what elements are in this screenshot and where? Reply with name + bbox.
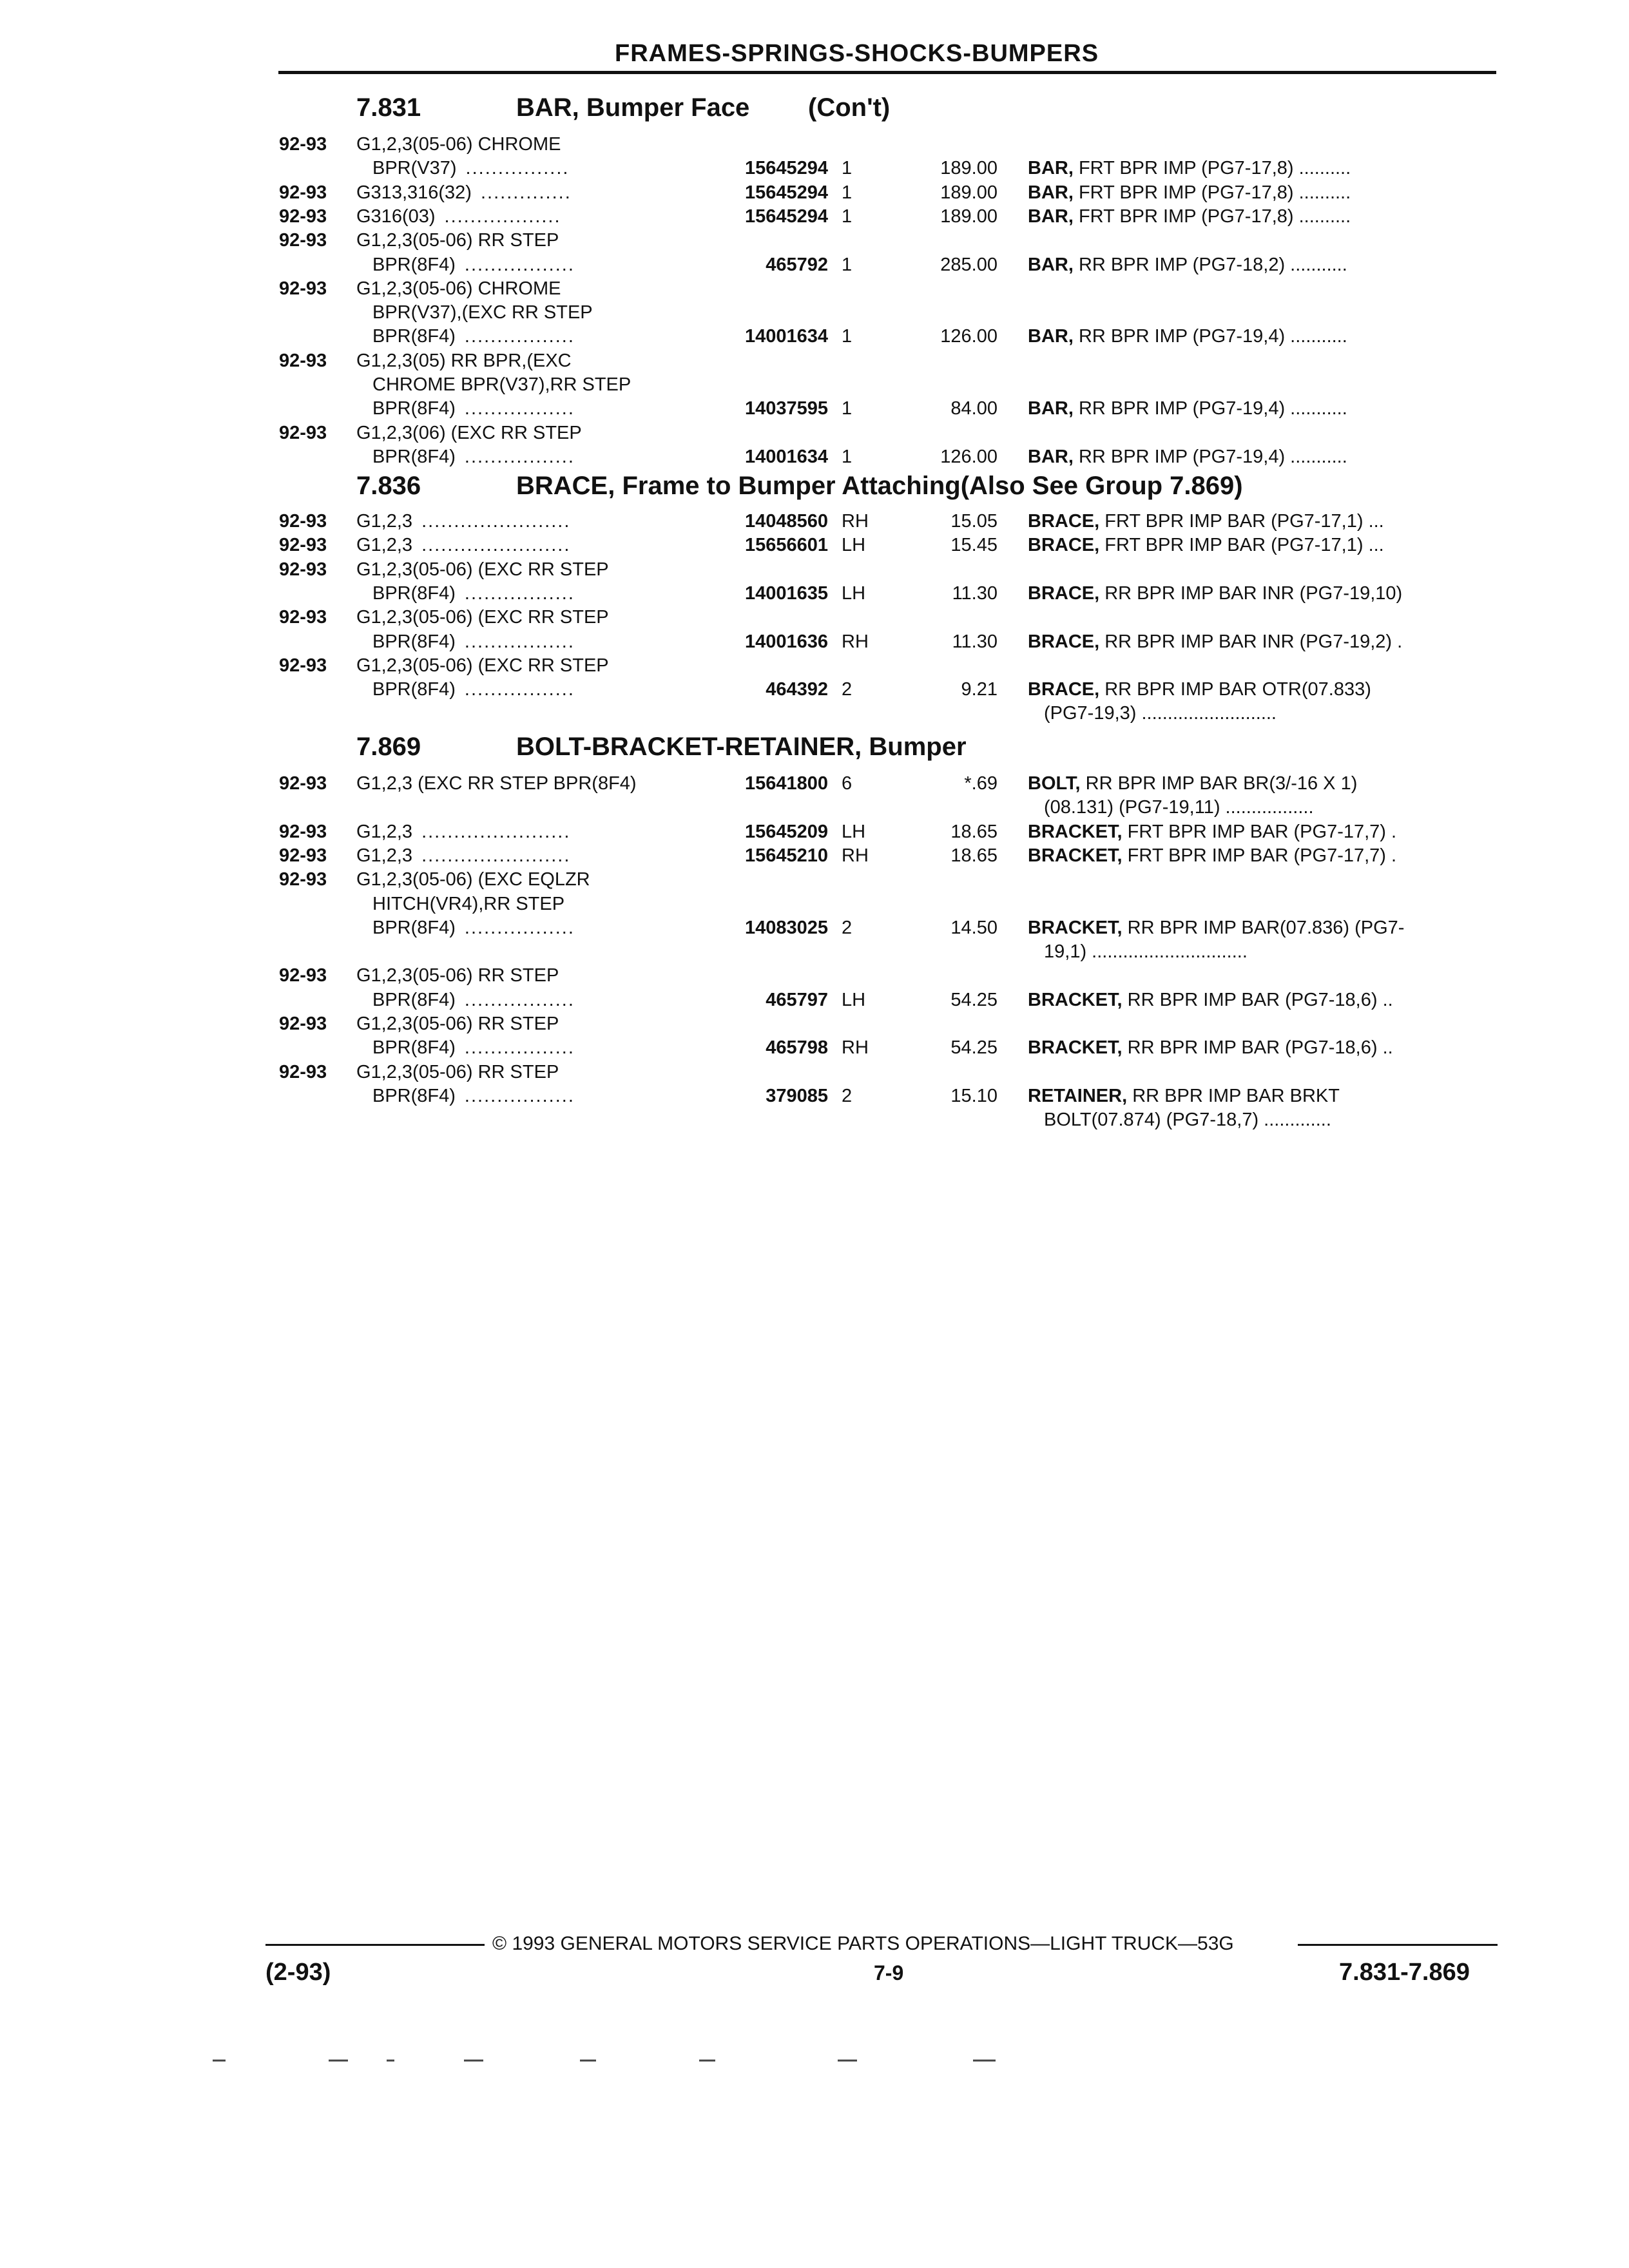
- part-name-detail: FRT BPR IMP BAR (PG7-17,1) ...: [1099, 535, 1384, 555]
- part-name-detail: (PG7-19,3) ..........................: [1044, 703, 1277, 724]
- part-name-keyword: BAR,: [1028, 255, 1074, 275]
- part-number: 465798: [766, 1037, 828, 1058]
- model-year: 92-93: [279, 134, 327, 155]
- leader-dots: .................: [464, 326, 575, 347]
- part-name: [1028, 988, 1393, 1012]
- leader-dots: .......................: [421, 535, 571, 555]
- application-text: G1,2,3: [356, 511, 413, 532]
- part-number: 14001634: [744, 326, 828, 347]
- price: 189.00: [940, 182, 998, 203]
- quantity: 1: [842, 255, 853, 275]
- leader-dots: .................: [464, 990, 575, 1010]
- application-text: G1,2,3(06) (EXC RR STEP: [356, 423, 582, 443]
- application-desc: [356, 421, 582, 445]
- application-text: G1,2,3(05-06) RR STEP: [356, 1062, 559, 1082]
- parts-row: [0, 205, 1629, 228]
- part-name: [1028, 678, 1371, 701]
- parts-row: [0, 181, 1629, 204]
- application-desc: [356, 1061, 559, 1084]
- application-text: BPR(V37),(EXC RR STEP: [372, 302, 593, 323]
- section-number: 7.836: [356, 472, 421, 500]
- application-desc: [372, 892, 564, 916]
- application-text: G1,2,3(05-06) RR STEP: [356, 965, 559, 986]
- part-name-detail: RR BPR IMP (PG7-18,2) ...........: [1073, 255, 1347, 275]
- part-name: [1044, 1108, 1331, 1131]
- application-text: G1,2,3(05-06) CHROME: [356, 278, 561, 299]
- price: 14.50: [950, 918, 998, 938]
- application-text: CHROME BPR(V37),RR STEP: [372, 374, 631, 395]
- model-year: 92-93: [279, 1062, 327, 1082]
- footer-group-range: 7.831-7.869: [1339, 1959, 1470, 1986]
- part-name-keyword: BRACKET,: [1028, 990, 1123, 1010]
- price: 189.00: [940, 206, 998, 227]
- parts-row: [0, 796, 1629, 819]
- part-number: 15641800: [744, 773, 828, 794]
- model-year: 92-93: [279, 1014, 327, 1034]
- quantity: LH: [842, 535, 866, 555]
- part-name: [1028, 820, 1396, 843]
- application-text: G1,2,3: [356, 535, 413, 555]
- application-text: G1,2,3(05) RR BPR,(EXC: [356, 351, 572, 371]
- part-number: 14001636: [744, 631, 828, 652]
- parts-row: [0, 702, 1629, 725]
- application-text: G1,2,3(05-06) CHROME: [356, 134, 561, 155]
- part-name: [1028, 157, 1351, 180]
- quantity: 1: [842, 182, 853, 203]
- part-number: 14037595: [744, 398, 828, 419]
- parts-row: [0, 277, 1629, 300]
- parts-row: [0, 988, 1629, 1012]
- quantity: 6: [842, 773, 853, 794]
- part-name-keyword: BRACKET,: [1028, 845, 1123, 866]
- model-year: 92-93: [279, 351, 327, 371]
- price: 84.00: [950, 398, 998, 419]
- part-number: 379085: [766, 1086, 828, 1106]
- quantity: 2: [842, 918, 853, 938]
- parts-row: [0, 421, 1629, 445]
- part-name: [1028, 916, 1404, 939]
- section-continued: (Con't): [808, 93, 891, 122]
- part-number: 15656601: [744, 535, 828, 555]
- part-name: [1028, 844, 1396, 867]
- price: 11.30: [952, 631, 998, 652]
- leader-dots: ................: [465, 158, 570, 178]
- parts-row: [0, 229, 1629, 252]
- part-name-detail: 19,1) ..............................: [1044, 941, 1248, 962]
- part-name-detail: RR BPR IMP BAR BRKT: [1127, 1086, 1340, 1106]
- model-year: 92-93: [279, 655, 327, 676]
- part-name-detail: FRT BPR IMP (PG7-17,8) ..........: [1073, 158, 1351, 178]
- footer-rule-left: [265, 1944, 485, 1946]
- price: 15.45: [950, 535, 998, 555]
- part-name-detail: RR BPR IMP BAR INR (PG7-19,10): [1099, 583, 1403, 604]
- part-number: 15645209: [744, 822, 828, 842]
- part-name-detail: RR BPR IMP BAR(07.836) (PG7-: [1122, 918, 1405, 938]
- part-name-detail: RR BPR IMP (PG7-19,4) ...........: [1073, 326, 1347, 347]
- application-desc: [372, 582, 575, 605]
- parts-row: [0, 445, 1629, 468]
- parts-row: [0, 772, 1629, 795]
- application-desc: [356, 964, 559, 987]
- parts-row: [0, 1084, 1629, 1108]
- application-desc: [372, 1084, 575, 1108]
- application-text: G1,2,3 (EXC RR STEP BPR(8F4): [356, 773, 637, 794]
- leader-dots: .................: [464, 398, 575, 419]
- parts-row: [0, 133, 1629, 156]
- quantity: 2: [842, 1086, 853, 1106]
- part-name: [1028, 397, 1347, 420]
- price: 285.00: [940, 255, 998, 275]
- parts-row: [0, 373, 1629, 396]
- part-name-keyword: BRACE,: [1028, 631, 1100, 652]
- parts-row: [0, 678, 1629, 701]
- application-desc: [372, 678, 575, 701]
- parts-row: [0, 510, 1629, 533]
- application-desc: [356, 844, 570, 867]
- model-year: 92-93: [279, 559, 327, 580]
- part-name-detail: FRT BPR IMP BAR (PG7-17,1) ...: [1099, 511, 1384, 532]
- model-year: 92-93: [279, 206, 327, 227]
- part-number: 15645294: [744, 158, 828, 178]
- parts-row: [0, 820, 1629, 843]
- application-text: BPR(8F4): [372, 398, 456, 419]
- application-desc: [372, 325, 575, 348]
- parts-row: [0, 1108, 1629, 1131]
- part-number: 15645294: [744, 182, 828, 203]
- price: 54.25: [950, 1037, 998, 1058]
- part-name: [1028, 445, 1347, 468]
- parts-row: [0, 558, 1629, 581]
- application-text: G1,2,3(05-06) (EXC RR STEP: [356, 607, 609, 628]
- part-name: [1028, 533, 1384, 557]
- part-name-keyword: BRACKET,: [1028, 822, 1123, 842]
- model-year: 92-93: [279, 845, 327, 866]
- leader-dots: .................: [464, 631, 575, 652]
- application-desc: [356, 277, 561, 300]
- leader-dots: .................: [464, 447, 575, 467]
- model-year: 92-93: [279, 230, 327, 251]
- quantity: LH: [842, 990, 866, 1010]
- application-text: BPR(8F4): [372, 990, 456, 1010]
- application-desc: [356, 1012, 559, 1035]
- part-number: 14048560: [744, 511, 828, 532]
- part-name: [1028, 510, 1384, 533]
- parts-row: [0, 1012, 1629, 1035]
- model-year: 92-93: [279, 511, 327, 532]
- application-desc: [372, 157, 569, 180]
- part-number: 15645210: [744, 845, 828, 866]
- application-desc: [356, 133, 561, 156]
- application-desc: [356, 820, 570, 843]
- part-number: 465792: [766, 255, 828, 275]
- model-year: 92-93: [279, 869, 327, 890]
- application-desc: [356, 229, 559, 252]
- application-text: BPR(8F4): [372, 1037, 456, 1058]
- page-header: FRAMES-SPRINGS-SHOCKS-BUMPERS: [615, 40, 1099, 67]
- application-text: BPR(8F4): [372, 255, 456, 275]
- application-text: G1,2,3(05-06) (EXC RR STEP: [356, 559, 609, 580]
- application-text: BPR(8F4): [372, 1086, 456, 1106]
- application-desc: [356, 772, 637, 795]
- application-desc: [372, 916, 575, 939]
- parts-row: [0, 325, 1629, 348]
- price: 15.05: [950, 511, 998, 532]
- application-text: BPR(8F4): [372, 326, 456, 347]
- part-name-keyword: BAR,: [1028, 398, 1074, 419]
- model-year: 92-93: [279, 965, 327, 986]
- price: 189.00: [940, 158, 998, 178]
- part-number: 465797: [766, 990, 828, 1010]
- application-desc: [356, 349, 572, 372]
- part-name: [1028, 325, 1347, 348]
- application-desc: [356, 558, 609, 581]
- part-name-detail: RR BPR IMP BAR BR(3/-16 X 1): [1080, 773, 1358, 794]
- quantity: 2: [842, 679, 853, 700]
- model-year: 92-93: [279, 278, 327, 299]
- parts-row: [0, 397, 1629, 420]
- section-name: BAR, Bumper Face: [516, 93, 750, 122]
- parts-row: [0, 654, 1629, 677]
- application-text: BPR(8F4): [372, 447, 456, 467]
- section-name: BRACE, Frame to Bumper Attaching(Also See Group 7.869): [516, 472, 1243, 500]
- part-name-detail: RR BPR IMP BAR OTR(07.833): [1099, 679, 1371, 700]
- application-text: G1,2,3(05-06) RR STEP: [356, 230, 559, 251]
- model-year: 92-93: [279, 182, 327, 203]
- parts-row: [0, 964, 1629, 987]
- leader-dots: .................: [464, 679, 575, 700]
- price: *.69: [964, 773, 998, 794]
- quantity: RH: [842, 845, 869, 866]
- part-name-detail: (08.131) (PG7-19,11) .................: [1044, 797, 1314, 818]
- application-text: BPR(8F4): [372, 679, 456, 700]
- part-name: [1044, 796, 1314, 819]
- leader-dots: .................: [464, 583, 575, 604]
- application-text: BPR(8F4): [372, 583, 456, 604]
- part-name: [1028, 253, 1347, 276]
- application-text: BPR(8F4): [372, 631, 456, 652]
- application-desc: [356, 510, 570, 533]
- price: 126.00: [940, 326, 998, 347]
- application-desc: [356, 205, 561, 228]
- application-desc: [372, 630, 575, 653]
- price: 18.65: [950, 822, 998, 842]
- price: 54.25: [950, 990, 998, 1010]
- quantity: 1: [842, 326, 853, 347]
- application-desc: [356, 654, 609, 677]
- part-name-keyword: BRACE,: [1028, 583, 1100, 604]
- part-name-keyword: RETAINER,: [1028, 1086, 1128, 1106]
- leader-dots: .................: [464, 1037, 575, 1058]
- parts-row: [0, 253, 1629, 276]
- application-desc: [356, 606, 609, 629]
- application-text: BPR(8F4): [372, 918, 456, 938]
- section-number: 7.869: [356, 733, 421, 761]
- part-name-detail: RR BPR IMP (PG7-19,4) ...........: [1073, 447, 1347, 467]
- parts-row: [0, 1061, 1629, 1084]
- part-name-keyword: BAR,: [1028, 206, 1074, 227]
- parts-row: [0, 533, 1629, 557]
- parts-row: [0, 940, 1629, 963]
- part-name: [1044, 940, 1248, 963]
- part-name-detail: BOLT(07.874) (PG7-18,7) .............: [1044, 1110, 1331, 1130]
- model-year: 92-93: [279, 535, 327, 555]
- price: 15.10: [950, 1086, 998, 1106]
- part-name-keyword: BRACKET,: [1028, 918, 1123, 938]
- footer-rule-right: [1298, 1944, 1498, 1946]
- part-name: [1028, 1036, 1393, 1059]
- part-number: 14083025: [744, 918, 828, 938]
- part-name: [1028, 772, 1357, 795]
- leader-dots: .......................: [421, 822, 571, 842]
- footer-date: (2-93): [265, 1959, 331, 1986]
- application-desc: [372, 301, 593, 324]
- part-name-detail: FRT BPR IMP (PG7-17,8) ..........: [1073, 206, 1351, 227]
- part-name-keyword: BAR,: [1028, 182, 1074, 203]
- footer-copyright: © 1993 GENERAL MOTORS SERVICE PARTS OPERATIONS—LIGHT TRUCK—53G: [492, 1933, 1234, 1954]
- quantity: RH: [842, 631, 869, 652]
- model-year: 92-93: [279, 773, 327, 794]
- part-name-keyword: BAR,: [1028, 326, 1074, 347]
- application-text: G316(03): [356, 206, 436, 227]
- leader-dots: .................: [464, 1086, 575, 1106]
- part-name: [1028, 181, 1351, 204]
- parts-row: [0, 582, 1629, 605]
- part-name-keyword: BRACE,: [1028, 679, 1100, 700]
- footer-page-number: 7-9: [874, 1961, 904, 1984]
- application-text: G1,2,3(05-06) (EXC EQLZR: [356, 869, 590, 890]
- part-name-detail: FRT BPR IMP BAR (PG7-17,7) .: [1122, 845, 1397, 866]
- part-name: [1028, 630, 1402, 653]
- application-desc: [372, 397, 575, 420]
- part-number: 464392: [766, 679, 828, 700]
- application-desc: [356, 868, 590, 891]
- quantity: 1: [842, 158, 853, 178]
- leader-dots: .................: [464, 918, 575, 938]
- quantity: LH: [842, 583, 866, 604]
- part-number: 14001635: [744, 583, 828, 604]
- application-text: G1,2,3(05-06) (EXC RR STEP: [356, 655, 609, 676]
- part-number: 15645294: [744, 206, 828, 227]
- section-number: 7.831: [356, 93, 421, 122]
- part-number: 14001634: [744, 447, 828, 467]
- parts-row: [0, 844, 1629, 867]
- application-desc: [372, 373, 631, 396]
- part-name: [1028, 205, 1351, 228]
- part-name-detail: RR BPR IMP BAR (PG7-18,6) ..: [1122, 990, 1393, 1010]
- application-text: G1,2,3(05-06) RR STEP: [356, 1014, 559, 1034]
- model-year: 92-93: [279, 822, 327, 842]
- part-name-detail: FRT BPR IMP (PG7-17,8) ..........: [1073, 182, 1351, 203]
- price: 9.21: [961, 679, 998, 700]
- quantity: RH: [842, 1037, 869, 1058]
- price: 11.30: [952, 583, 998, 604]
- application-text: HITCH(VR4),RR STEP: [372, 894, 565, 914]
- part-name-detail: RR BPR IMP BAR (PG7-18,6) ..: [1122, 1037, 1393, 1058]
- model-year: 92-93: [279, 607, 327, 628]
- application-text: BPR(V37): [372, 158, 457, 178]
- leader-dots: .......................: [421, 845, 571, 866]
- application-desc: [372, 253, 575, 276]
- quantity: LH: [842, 822, 866, 842]
- quantity: 1: [842, 398, 853, 419]
- part-name-keyword: BRACKET,: [1028, 1037, 1123, 1058]
- part-name-keyword: BRACE,: [1028, 511, 1100, 532]
- application-desc: [372, 988, 575, 1012]
- part-name-keyword: BRACE,: [1028, 535, 1100, 555]
- application-desc: [372, 1036, 575, 1059]
- parts-row: [0, 349, 1629, 372]
- leader-dots: ..............: [480, 182, 572, 203]
- part-name: [1028, 582, 1402, 605]
- section-name: BOLT-BRACKET-RETAINER, Bumper: [516, 733, 967, 761]
- price: 18.65: [950, 845, 998, 866]
- parts-row: [0, 301, 1629, 324]
- parts-row: [0, 1036, 1629, 1059]
- leader-dots: .................: [464, 255, 575, 275]
- application-desc: [372, 445, 575, 468]
- part-name-detail: FRT BPR IMP BAR (PG7-17,7) .: [1122, 822, 1397, 842]
- price: 126.00: [940, 447, 998, 467]
- model-year: 92-93: [279, 423, 327, 443]
- leader-dots: .......................: [421, 511, 571, 532]
- part-name-keyword: BAR,: [1028, 447, 1074, 467]
- application-text: G1,2,3: [356, 822, 413, 842]
- part-name-keyword: BAR,: [1028, 158, 1074, 178]
- application-desc: [356, 533, 570, 557]
- parts-row: [0, 157, 1629, 180]
- parts-row: [0, 606, 1629, 629]
- part-name-keyword: BOLT,: [1028, 773, 1081, 794]
- parts-row: [0, 892, 1629, 916]
- application-text: G1,2,3: [356, 845, 413, 866]
- header-rule: [278, 71, 1496, 74]
- part-name-detail: RR BPR IMP BAR INR (PG7-19,2) .: [1099, 631, 1403, 652]
- quantity: 1: [842, 447, 853, 467]
- application-desc: [356, 181, 572, 204]
- part-name-detail: RR BPR IMP (PG7-19,4) ...........: [1073, 398, 1347, 419]
- parts-row: [0, 868, 1629, 891]
- parts-row: [0, 630, 1629, 653]
- application-text: G313,316(32): [356, 182, 472, 203]
- parts-row: [0, 916, 1629, 939]
- part-name: [1044, 702, 1277, 725]
- leader-dots: ..................: [444, 206, 561, 227]
- scan-edge-marks: [0, 2057, 1629, 2064]
- quantity: 1: [842, 206, 853, 227]
- quantity: RH: [842, 511, 869, 532]
- part-name: [1028, 1084, 1340, 1108]
